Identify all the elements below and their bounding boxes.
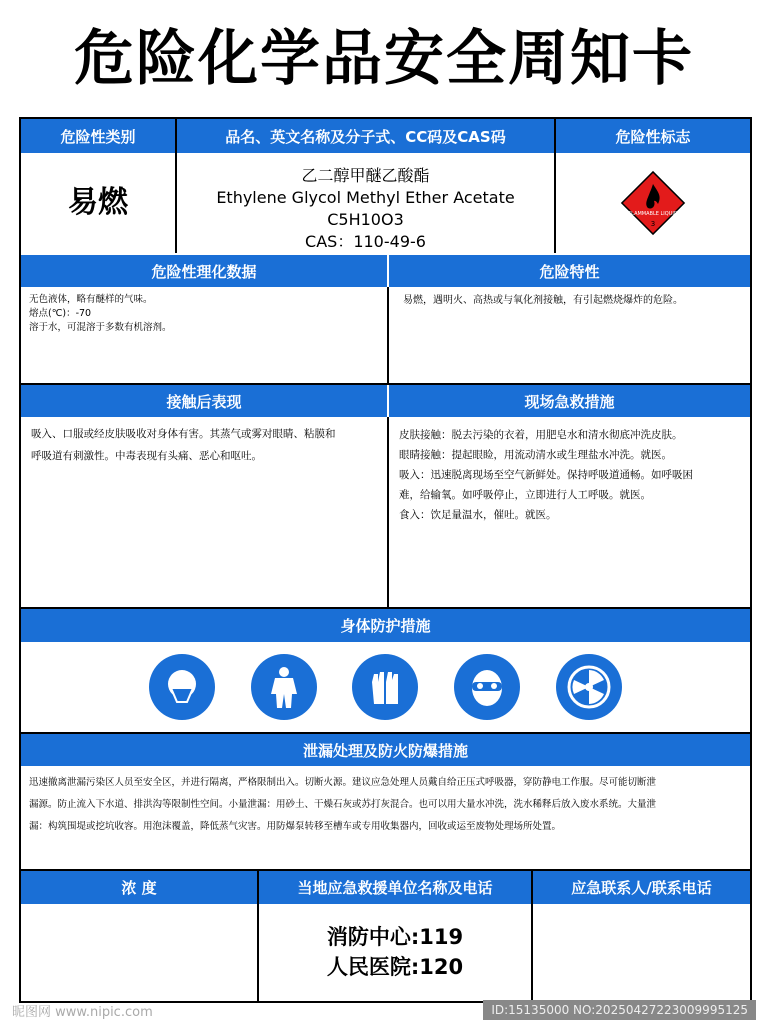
watermark bbox=[0, 996, 768, 1024]
chemical-formula: C5H10O3 bbox=[327, 210, 404, 229]
leak-line: 漏：构筑围堤或挖坑收容。用泡沫覆盖，降低蒸气灾害。用防爆泵转移至槽车或专用收集器内，回收或运至废物处理场所处置。 bbox=[29, 821, 562, 832]
respirator-mask-icon bbox=[149, 654, 215, 720]
svg-text:FLAMMABLE LIQUID: FLAMMABLE LIQUID bbox=[628, 211, 678, 217]
leak-fire-measures bbox=[21, 766, 750, 869]
first-aid-line: 难，给输氧。如呼吸停止，立即进行人工呼吸。就医。 bbox=[399, 489, 651, 501]
cas-number: CAS：110-49-6 bbox=[305, 232, 426, 251]
header-concentration: 浓 度 bbox=[21, 871, 257, 904]
watermark-site: 昵图网 www.nipic.com bbox=[12, 1004, 153, 1020]
leak-line: 漏源。防止流入下水道、排洪沟等限制性空间。小量泄漏：用砂土、干燥石灰或苏打灰混合。也可以用大量水冲洗，洗水稀释后放入废水系统。大量泄 bbox=[29, 799, 657, 810]
exposure-symptoms bbox=[21, 417, 387, 607]
page-title: 危险化学品安全周知卡 bbox=[74, 24, 694, 94]
physchem-line: 无色液体，略有醚样的气味。 bbox=[29, 294, 153, 305]
exposure-line: 呼吸道有刺激性。中毒表现有头痛、恶心和呕吐。 bbox=[31, 450, 262, 462]
ppe-icons bbox=[21, 642, 750, 732]
chemical-identity bbox=[177, 153, 554, 253]
hazard-symbol bbox=[556, 153, 750, 253]
ventilation-icon bbox=[556, 654, 622, 720]
hazard-properties: 易燃，遇明火、高热或与氧化剂接触，有引起燃烧爆炸的危险。 bbox=[403, 295, 683, 306]
header-hazard-properties: 危险特性 bbox=[389, 255, 750, 287]
divider bbox=[531, 871, 533, 1001]
hospital-phone: 人民医院:120 bbox=[326, 955, 464, 979]
hazard-category: 易燃 bbox=[68, 185, 128, 220]
header-names: 品名、英文名称及分子式、CC码及CAS码 bbox=[177, 119, 554, 153]
protective-gloves-icon bbox=[352, 654, 418, 720]
physchem-line: 溶于水，可混溶于多数有机溶剂。 bbox=[29, 322, 172, 333]
chemical-name-cn: 乙二醇甲醚乙酸酯 bbox=[301, 166, 430, 185]
header-hazard-mark: 危险性标志 bbox=[556, 119, 750, 153]
svg-text:3: 3 bbox=[650, 220, 656, 228]
first-aid-measures bbox=[389, 417, 750, 607]
physchem-line: 熔点(℃)：-70 bbox=[29, 308, 92, 319]
physchem-data bbox=[21, 287, 387, 383]
header-contact-person: 应急联系人/联系电话 bbox=[533, 871, 750, 904]
first-aid-line: 眼睛接触：提起眼睑，用流动清水或生理盐水冲洗。就医。 bbox=[399, 449, 672, 461]
header-emergency-units: 当地应急救援单位名称及电话 bbox=[259, 871, 531, 904]
header-exposure: 接触后表现 bbox=[21, 385, 387, 417]
first-aid-line: 吸入：迅速脱离现场至空气新鲜处。保持呼吸道通畅。如呼吸困 bbox=[399, 469, 693, 481]
safety-goggles-icon bbox=[454, 654, 520, 720]
fire-center-phone: 消防中心:119 bbox=[326, 925, 464, 949]
header-leak-fire: 泄漏处理及防火防爆措施 bbox=[21, 734, 750, 766]
chemical-name-en: Ethylene Glycol Methyl Ether Acetate bbox=[216, 188, 515, 207]
first-aid-line: 皮肤接触：脱去污染的衣着，用肥皂水和清水彻底冲洗皮肤。 bbox=[399, 429, 683, 441]
first-aid-line: 食入：饮足量温水，催吐。就医。 bbox=[399, 509, 557, 521]
header-physchem: 危险性理化数据 bbox=[21, 255, 387, 287]
leak-line: 迅速撤离泄漏污染区人员至安全区，并进行隔离，严格限制出入。切断火源。建议应急处理人员戴自给正压式呼吸器，穿防静电工作服。尽可能切断泄 bbox=[29, 777, 657, 788]
flammable-liquid-icon bbox=[618, 168, 688, 238]
safety-card bbox=[19, 117, 752, 1003]
header-category: 危险性类别 bbox=[21, 119, 175, 153]
header-ppe: 身体防护措施 bbox=[21, 609, 750, 642]
protective-suit-icon bbox=[251, 654, 317, 720]
emergency-contacts bbox=[259, 904, 531, 999]
exposure-line: 吸入、口服或经皮肤吸收对身体有害。其蒸气或雾对眼睛、粘膜和 bbox=[31, 428, 336, 440]
header-first-aid: 现场急救措施 bbox=[389, 385, 750, 417]
watermark-id: ID:15135000 NO:20250427223009995125 bbox=[483, 1000, 756, 1020]
